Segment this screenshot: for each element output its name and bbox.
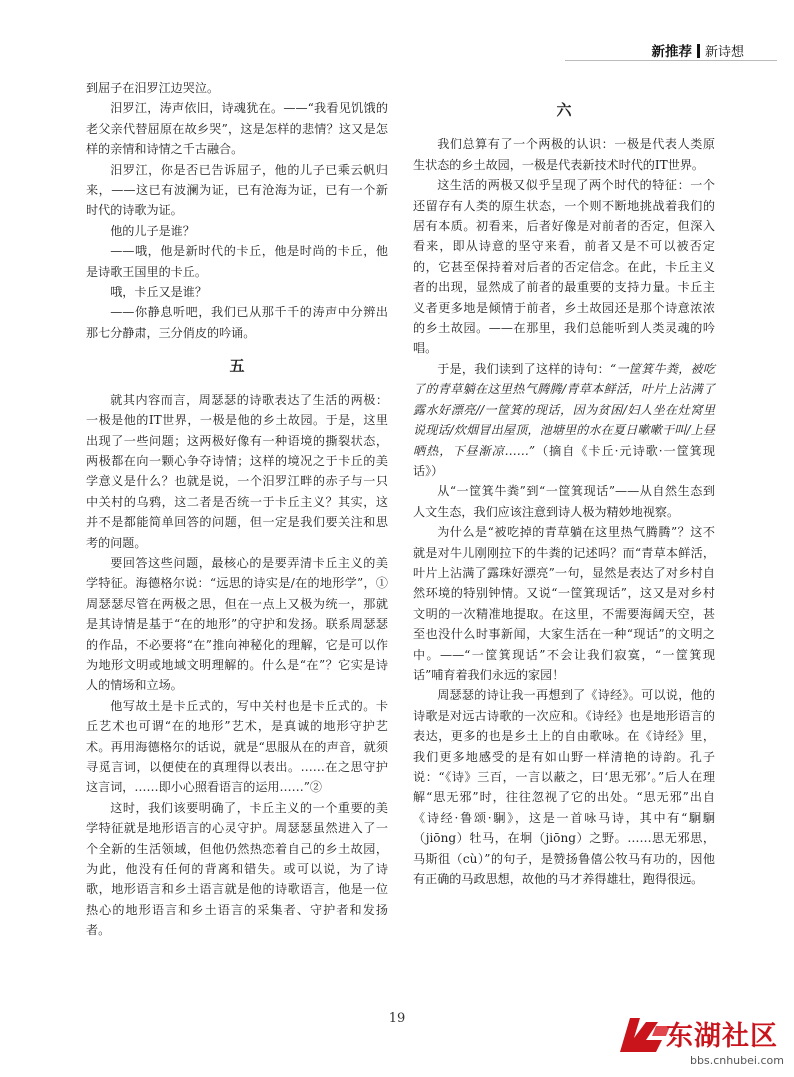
- paragraph: 这时，我们该要明确了，卡丘主义的一个重要的美学特征就是地形语言的心灵守护。周瑟瑟虽然进入了一个全新的生活领域，但他仍然热恋着自己的乡土故园，为此，他没有任何的背离和错失。或可以说，为了诗歌，地形语言和乡土语言就是他的诗歌语言，他是一位热心的地形语言和乡土语言的采集者、守护者和发扬者。: [86, 800, 388, 938]
- header-divider: [697, 44, 700, 58]
- left-column: [86, 78, 388, 941]
- paragraph: 我们总算有了一个两极的认识：一极是代表人类原生状态的乡土故园，一极是代表新技术时代的IT世界。: [413, 137, 715, 172]
- watermark-brand: 东湖社区: [666, 1021, 778, 1052]
- paragraph: 从“一筐箕牛粪”到“一筐箕现话”——从自然生态到人文生态，我们应该注意到诗人极为精妙地视察。: [413, 484, 715, 519]
- right-column: [413, 78, 715, 889]
- intro-text: 于是，我们读到了这样的诗句：: [437, 361, 611, 376]
- header-rule: [565, 60, 777, 61]
- paragraph: [413, 359, 715, 481]
- watermark: [616, 1010, 786, 1074]
- paragraph: 他的儿子是谁？: [110, 223, 195, 238]
- paragraph: 他写故土是卡丘式的，写中关村也是卡丘式的。卡丘艺术也可谓“在的地形”艺术，是真诚的地形守护艺术。再用海德格尔的话说，就是“思服从在的声音，就须寻觅言词，以便使在的真理得以表出。……在之思守护这言词，……即小心照看语言的运用……”②: [86, 698, 388, 795]
- page-number: 19: [388, 1011, 406, 1026]
- section-heading-six: 六: [556, 101, 572, 119]
- paragraph: 汨罗江，涛声依旧，诗魂犹在。——“我看见饥饿的老父亲代替屈原在故乡哭”，这是怎样的悲情？这又是怎样的亲情和诗情之千古融合。: [86, 101, 388, 157]
- poem-citation: （摘自《卡丘·元诗歌·一筐箕现话》）: [413, 443, 715, 478]
- watermark-url: bbs.cnhubei.com: [690, 1054, 784, 1067]
- header-subsection: 新诗想: [704, 45, 744, 60]
- header-section: 新推荐: [651, 44, 692, 60]
- paragraph: 要回答这些问题，最核心的是要弄清卡丘主义的美学特征。海德格尔说：“远思的诗实是/在的地形学”，①周瑟瑟尽管在两极之思，但在一点上又极为统一，那就是其诗情是基于“在的地形”的守护和发扬。联系周瑟瑟的作品，不必要将“在”推向神秘化的理解，它是可以作为地形文明或地域文明理解的。什么是“在”？它实是诗人的情场和立场。: [86, 555, 388, 693]
- running-header: [651, 40, 744, 60]
- paragraph: 到屈子在汨罗江边哭泣。: [86, 81, 220, 95]
- paragraph: 就其内容而言，周瑟瑟的诗歌表达了生活的两极：一极是他的IT世界，一极是他的乡土故园。于是，这里出现了一些问题；这两极好像有一种语境的撕裂状态，两极都在向一颗心争夺诗情；这样的境况之于卡丘的美学意义是什么？也就是说，一个汨罗江畔的赤子与一只中关村的乌鸦，这二者是否统一于卡丘主义？其实，这并不是都能简单回答的问题，但一定是我们要关注和思考的问题。: [86, 392, 388, 550]
- poem-quote: “一筐箕牛粪，被吃了的青草躺在这里热气腾腾/青草本鲜活，叶片上沾满了露水好漂亮//一筐箕的现话，因为贫困/妇人坐在灶窝里说现话/炊烟冒出屋顶，池塘里的水在夏日嗽嗽干叫/上昼晒热，下昼渐凉……”: [413, 361, 715, 458]
- section-heading-five: 五: [229, 357, 245, 376]
- paragraph: 周瑟瑟的诗让我一再想到了《诗经》。可以说，他的诗歌是对远古诗歌的一次应和。《诗经》也是地形语言的表达，更多的也是乡土上的自由歌咏。在《诗经》里，我们更多地感受的是有如山野一样清艳的诗韵。孔子说：“《诗》三百，一言以蔽之，曰‘思无邪’。”后人在理解“思无邪”时，往往忽视了它的出处。“思无邪”出自《诗经·鲁颂·駉》，这是一首咏马诗，其中有“駉駉（jiōng）牡马，在坰（jiōng）之野。……思无邪思，马斯徂（cù）”的句子，是赞扬鲁僖公牧马有功的，因他有正确的马政思想，故他的马才养得雄壮，跑得很远。: [413, 688, 715, 887]
- paragraph: 哦，卡丘又是谁？: [110, 285, 207, 300]
- paragraph: 为什么是“被吃掉的青草躺在这里热气腾腾”？这不就是对牛儿刚刚拉下的牛粪的记述吗？而“青草本鲜活，叶片上沾满了露珠好漂亮”一句，显然是表达了对乡村自然环境的特别钟情。又说“一筐箕现话”，这又是对乡村文明的一次精准地提取。在这里，不需要海阔天空，甚至也没什么时事新闻，大家生活在一种“现话”的文明之中。——“一筐箕现话”不会让我们寂寞，“一筐箕现话”哺育着我们永远的家园！: [413, 525, 715, 682]
- paragraph: ——哦，他是新时代的卡丘，他是时尚的卡丘，他是诗歌王国里的卡丘。: [86, 244, 388, 279]
- paragraph: 汨罗江，你是否已告诉屈子，他的儿子已乘云帆归来，——这已有波澜为证，已有沧海为证，已有一个新时代的诗歌为证。: [86, 162, 388, 218]
- paragraph: ——你静息听吧，我们已从那千千的涛声中分辨出那七分静肃，三分俏皮的吟诵。: [86, 305, 388, 340]
- paragraph: 这生活的两极又似乎呈现了两个时代的特征：一个还留存有人类的原生状态，一个则不断地挑战着我们的居有本质。初看来，后者好像是对前者的否定，但深入看来，即从诗意的坚守来看，前者又是不可以被否定的，它甚至保持着对后者的否定信念。在此，卡丘主义者的出现，显然成了前者的最重要的支持力量。卡丘主义者更多地是倾情于前者，乡土故园还是那个诗意浓浓的乡土故园。——在那里，我们总能听到人类灵魂的吟唱。: [413, 178, 715, 356]
